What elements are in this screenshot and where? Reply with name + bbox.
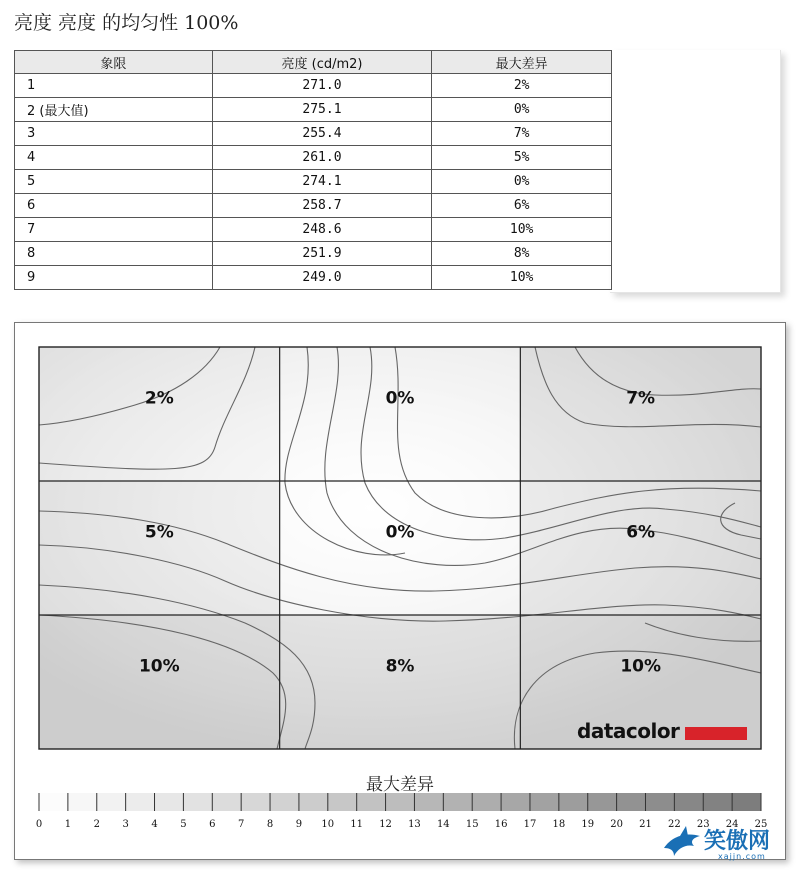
watermark-text: 笑傲网 xyxy=(704,829,771,854)
legend-swatch xyxy=(559,793,588,811)
legend-tick-label: 6 xyxy=(209,819,216,830)
header-luminance: 亮度 (cd/m2) xyxy=(212,51,432,74)
legend-swatch xyxy=(39,793,68,811)
legend-swatch xyxy=(386,793,415,811)
heatmap-cell-1 xyxy=(39,347,280,481)
cell-max-diff: 10% xyxy=(432,266,612,290)
legend-tick-label: 14 xyxy=(436,819,450,830)
legend-tick-label: 22 xyxy=(667,819,681,830)
heatmap-cell-4 xyxy=(39,481,280,615)
cell-value-label: 10% xyxy=(620,656,662,677)
legend-swatch xyxy=(241,793,270,811)
legend-tick-label: 1 xyxy=(64,819,72,830)
legend-tick-label: 15 xyxy=(465,819,479,830)
cell-max-diff: 7% xyxy=(432,122,612,146)
cell-value-label: 0% xyxy=(385,522,415,543)
legend-swatch xyxy=(732,793,761,811)
cell-max-diff: 8% xyxy=(432,242,612,266)
legend-tick-label: 3 xyxy=(122,819,129,830)
table-row xyxy=(15,242,612,266)
legend-tick-label: 19 xyxy=(581,819,595,830)
legend-tick-label: 8 xyxy=(266,819,274,830)
cell-luminance: 249.0 xyxy=(212,266,432,290)
heatmap-cell-7 xyxy=(39,615,280,749)
cell-luminance: 255.4 xyxy=(212,122,432,146)
table-row xyxy=(15,98,612,122)
legend-tick-label: 25 xyxy=(754,819,768,830)
legend-tick-label: 4 xyxy=(151,819,158,830)
cell-max-diff: 0% xyxy=(432,98,612,122)
legend-title: 最大差异 xyxy=(366,775,434,795)
datacolor-logo xyxy=(577,721,747,743)
legend-swatch xyxy=(270,793,299,811)
legend-swatch xyxy=(68,793,97,811)
table-row xyxy=(15,266,612,290)
legend-swatch xyxy=(645,793,674,811)
cell-value-label: 0% xyxy=(385,388,415,409)
heatmap-cell-5 xyxy=(280,481,521,615)
cell-value-label: 8% xyxy=(385,656,415,677)
legend-swatch xyxy=(328,793,357,811)
datacolor-logo-bar xyxy=(685,727,747,740)
cell-luminance: 275.1 xyxy=(212,98,432,122)
cell-quadrant: 9 xyxy=(15,266,213,290)
cell-value-label: 10% xyxy=(138,656,180,677)
legend-tick-label: 11 xyxy=(350,819,364,830)
legend-swatch xyxy=(414,793,443,811)
legend-swatch xyxy=(674,793,703,811)
legend-swatch xyxy=(212,793,241,811)
legend-tick-label: 17 xyxy=(523,819,537,830)
legend-tick-label: 18 xyxy=(552,819,566,830)
heatmap-cell-8 xyxy=(280,615,521,749)
cell-luminance: 258.7 xyxy=(212,194,432,218)
header-max-diff: 最大差异 xyxy=(432,51,612,74)
legend-swatch xyxy=(299,793,328,811)
cell-quadrant: 8 xyxy=(15,242,213,266)
legend-tick-label: 13 xyxy=(408,819,421,830)
uniformity-table-wrap xyxy=(14,50,612,290)
legend-swatch xyxy=(97,793,126,811)
cell-quadrant: 2 (最大值) xyxy=(15,98,213,122)
cell-quadrant: 3 xyxy=(15,122,213,146)
legend-swatch xyxy=(183,793,212,811)
table-row xyxy=(15,146,612,170)
legend-swatch xyxy=(357,793,386,811)
legend-tick-label: 10 xyxy=(321,819,335,830)
legend-tick-label: 12 xyxy=(379,819,392,830)
uniformity-chart xyxy=(14,322,786,860)
legend-swatch xyxy=(530,793,559,811)
legend-tick-label: 9 xyxy=(295,819,303,830)
cell-value-label: 7% xyxy=(626,388,656,409)
uniformity-table xyxy=(14,50,612,290)
legend-swatch xyxy=(126,793,155,811)
legend-tick-label: 7 xyxy=(237,819,245,830)
table-row xyxy=(15,218,612,242)
cell-quadrant: 4 xyxy=(15,146,213,170)
legend-tick-label: 21 xyxy=(639,819,652,830)
shark-logo-icon xyxy=(660,822,704,866)
legend-tick-label: 16 xyxy=(494,819,508,830)
cell-quadrant: 1 xyxy=(15,74,213,98)
table-row xyxy=(15,170,612,194)
legend-swatch xyxy=(443,793,472,811)
legend-swatch xyxy=(588,793,617,811)
cell-value-label: 6% xyxy=(626,522,656,543)
legend-swatch xyxy=(703,793,732,811)
legend-swatch xyxy=(472,793,501,811)
datacolor-logo-text: datacolor xyxy=(577,719,680,743)
legend-swatch xyxy=(617,793,646,811)
cell-max-diff: 10% xyxy=(432,218,612,242)
cell-quadrant: 6 xyxy=(15,194,213,218)
watermark-sub: xajjn.com xyxy=(718,852,766,861)
table-row xyxy=(15,74,612,98)
header-quadrant: 象限 xyxy=(15,51,213,74)
legend-tick-label: 20 xyxy=(610,819,623,830)
cell-luminance: 251.9 xyxy=(212,242,432,266)
table-row xyxy=(15,122,612,146)
cell-luminance: 248.6 xyxy=(212,218,432,242)
cell-max-diff: 0% xyxy=(432,170,612,194)
cell-value-label: 5% xyxy=(144,522,174,543)
table-header-row xyxy=(15,51,612,74)
cell-max-diff: 5% xyxy=(432,146,612,170)
cell-luminance: 274.1 xyxy=(212,170,432,194)
cell-max-diff: 2% xyxy=(432,74,612,98)
legend-tick-label: 0 xyxy=(35,819,43,830)
legend-swatch xyxy=(501,793,530,811)
table-shadow xyxy=(610,50,781,293)
page-title: 亮度 亮度 的均匀性 100% xyxy=(14,12,239,34)
legend-tick-label: 2 xyxy=(93,819,100,830)
heatmap-cell-3 xyxy=(520,347,761,481)
legend-tick-label: 5 xyxy=(180,819,187,830)
heatmap-cell-2 xyxy=(280,347,521,481)
cell-quadrant: 5 xyxy=(15,170,213,194)
cell-value-label: 2% xyxy=(144,388,174,409)
site-watermark xyxy=(660,822,800,868)
cell-quadrant: 7 xyxy=(15,218,213,242)
cell-luminance: 271.0 xyxy=(212,74,432,98)
cell-max-diff: 6% xyxy=(432,194,612,218)
legend-tick-label: 23 xyxy=(696,819,710,830)
cell-luminance: 261.0 xyxy=(212,146,432,170)
legend-swatch xyxy=(155,793,184,811)
table-row xyxy=(15,194,612,218)
legend-tick-label: 24 xyxy=(725,819,739,830)
